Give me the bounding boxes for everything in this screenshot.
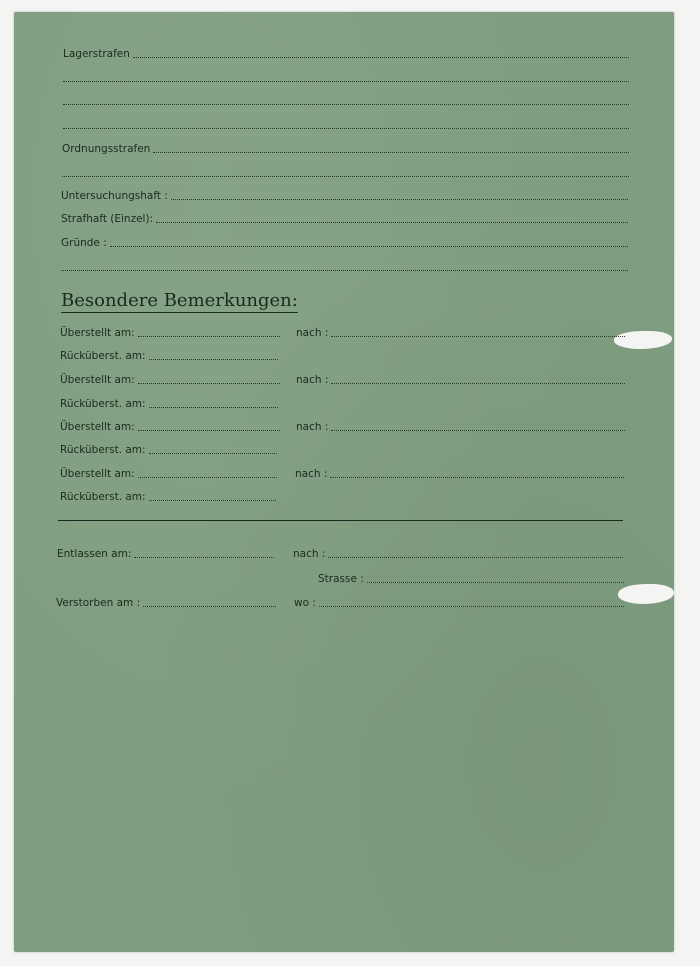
entlassen-nach-label: nach : — [293, 548, 326, 560]
verstorben-label: Verstorben am : — [56, 597, 141, 609]
ueberstellt-line — [138, 476, 277, 478]
gruende-label: Gründe : — [61, 237, 107, 249]
nach-field[interactable] — [296, 327, 625, 339]
lagerstrafen-line — [133, 56, 629, 58]
wo-label: wo : — [294, 597, 316, 609]
nach-field[interactable] — [295, 468, 624, 480]
ordnungsstrafen-line — [153, 151, 629, 153]
gruende-line-2[interactable] — [61, 270, 628, 271]
rueckueberst-line — [149, 358, 278, 360]
entlassen-label: Entlassen am: — [57, 548, 132, 560]
lagerstrafen-label: Lagerstrafen — [63, 48, 130, 60]
untersuchungshaft-line — [171, 198, 628, 200]
strafhaft-line — [156, 221, 628, 223]
verstorben-line — [143, 605, 276, 607]
nach-field[interactable] — [296, 374, 625, 386]
entlassen-nach-field[interactable] — [293, 548, 623, 560]
nach-line — [330, 476, 624, 478]
strafhaft-label: Strafhaft (Einzel): — [61, 213, 154, 225]
gruende-field[interactable] — [61, 237, 628, 249]
rueckueberst-label: Rücküberst. am: — [60, 350, 146, 362]
nach-label: nach : — [296, 327, 329, 339]
ueberstellt-line — [138, 335, 280, 337]
lagerstrafen-line-2[interactable] — [63, 81, 629, 82]
nach-field[interactable] — [296, 421, 625, 433]
entlassen-field[interactable] — [57, 548, 274, 560]
ueberstellt-label: Überstellt am: — [60, 327, 135, 339]
ordnungsstrafen-field[interactable] — [62, 143, 629, 155]
rueckueberst-label: Rücküberst. am: — [60, 444, 146, 456]
rueckueberst-field[interactable] — [60, 398, 278, 410]
ueberstellt-label: Überstellt am: — [60, 468, 135, 480]
lagerstrafen-field[interactable] — [63, 48, 629, 60]
entlassen-line — [134, 556, 274, 558]
ueberstellt-line — [138, 429, 280, 431]
ueberstellt-line — [138, 382, 280, 384]
ueberstellt-field[interactable] — [60, 468, 277, 480]
rueckueberst-field[interactable] — [60, 350, 278, 362]
strasse-label: Strasse : — [318, 573, 364, 585]
nach-line — [331, 335, 625, 337]
section-heading: Besondere Bemerkungen: — [61, 290, 298, 311]
ueberstellt-label: Überstellt am: — [60, 374, 135, 386]
rueckueberst-line — [149, 406, 278, 408]
rueckueberst-label: Rücküberst. am: — [60, 491, 146, 503]
gruende-line — [110, 245, 628, 247]
ueberstellt-field[interactable] — [60, 421, 280, 433]
rueckueberst-field[interactable] — [60, 491, 276, 503]
untersuchungshaft-label: Untersuchungshaft : — [61, 190, 168, 202]
strasse-line — [367, 581, 624, 583]
section-divider — [58, 520, 623, 521]
rueckueberst-label: Rücküberst. am: — [60, 398, 146, 410]
wo-line — [319, 605, 624, 607]
lagerstrafen-line-3[interactable] — [63, 104, 629, 105]
ordnungsstrafen-line-2[interactable] — [62, 176, 629, 177]
lagerstrafen-line-4[interactable] — [63, 128, 629, 129]
rueckueberst-line — [149, 499, 276, 501]
strasse-field[interactable] — [318, 573, 624, 585]
nach-label: nach : — [295, 468, 328, 480]
untersuchungshaft-field[interactable] — [61, 190, 628, 202]
wo-field[interactable] — [294, 597, 624, 609]
ueberstellt-field[interactable] — [60, 374, 280, 386]
strafhaft-field[interactable] — [61, 213, 628, 225]
ueberstellt-field[interactable] — [60, 327, 280, 339]
ordnungsstrafen-label: Ordnungsstrafen — [62, 143, 151, 155]
nach-line — [331, 382, 625, 384]
verstorben-field[interactable] — [56, 597, 276, 609]
rueckueberst-field[interactable] — [60, 444, 277, 456]
rueckueberst-line — [149, 452, 277, 454]
ueberstellt-label: Überstellt am: — [60, 421, 135, 433]
nach-label: nach : — [296, 421, 329, 433]
nach-label: nach : — [296, 374, 329, 386]
nach-line — [331, 429, 625, 431]
entlassen-nach-line — [328, 556, 623, 558]
